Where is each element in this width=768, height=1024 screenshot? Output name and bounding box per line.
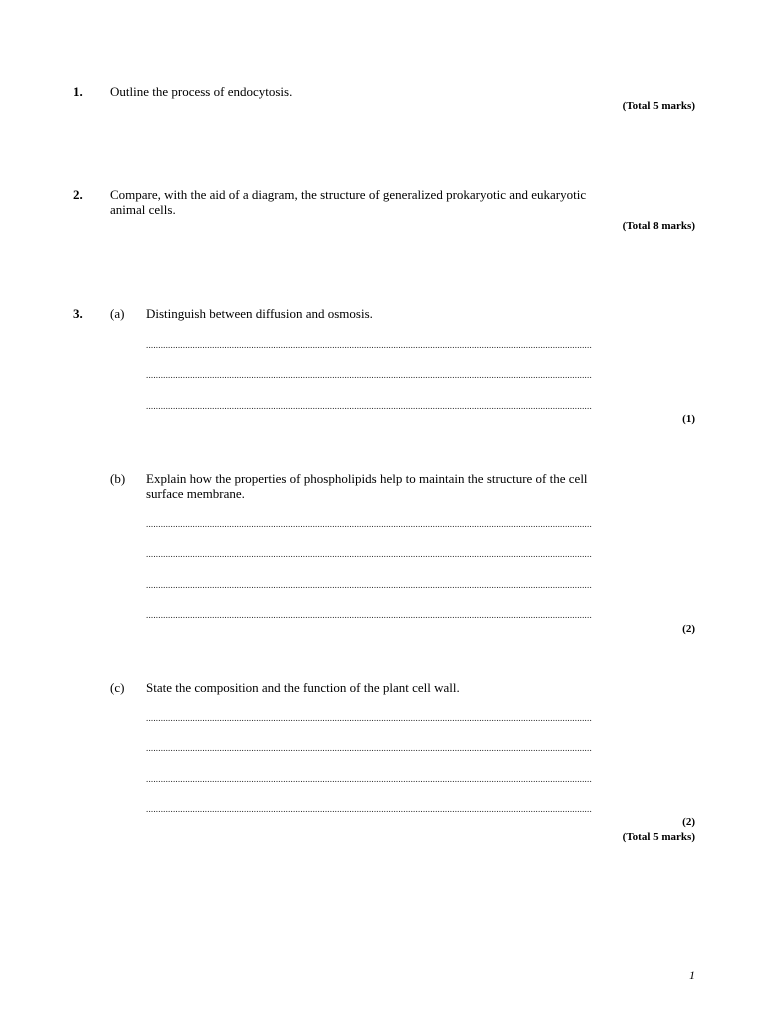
question-2-text-line-1: Compare, with the aid of a diagram, the structure of generalized prokaryotic and eukaryotic	[110, 187, 587, 202]
question-3c-label: (c)	[110, 680, 125, 695]
question-3c-text: State the composition and the function of the plant cell wall.	[146, 680, 460, 695]
question-3a-label: (a)	[110, 306, 125, 321]
question-2-number: 2.	[73, 187, 83, 202]
question-3b-label: (b)	[110, 471, 126, 486]
answer-line[interactable]: ......................................................................................................................................................................................	[146, 342, 592, 348]
question-1-total-marks: (Total 5 marks)	[622, 100, 695, 112]
question-3c-marks: (2)	[682, 816, 695, 828]
question-3b-text-line-2: surface membrane.	[146, 486, 245, 501]
question-3b-text-line-1: Explain how the properties of phospholipids help to maintain the structure of the cell	[146, 471, 588, 486]
question-2-total-marks: (Total 8 marks)	[622, 220, 695, 232]
question-3-total-marks: (Total 5 marks)	[622, 831, 695, 843]
answer-line[interactable]: ......................................................................................................................................................................................	[146, 612, 592, 618]
question-3a-marks: (1)	[682, 413, 695, 425]
answer-line[interactable]: ......................................................................................................................................................................................	[146, 372, 592, 378]
answer-line[interactable]: ......................................................................................................................................................................................	[146, 776, 592, 782]
answer-line[interactable]: ......................................................................................................................................................................................	[146, 551, 592, 557]
question-3a-text: Distinguish between diffusion and osmosis.	[146, 306, 373, 321]
answer-line[interactable]: ......................................................................................................................................................................................	[146, 521, 592, 527]
answer-line[interactable]: ......................................................................................................................................................................................	[146, 582, 592, 588]
answer-line[interactable]: ......................................................................................................................................................................................	[146, 745, 592, 751]
question-1-number: 1.	[73, 84, 83, 99]
page-number: 1	[689, 968, 695, 982]
answer-line[interactable]: ......................................................................................................................................................................................	[146, 403, 592, 409]
question-3-number: 3.	[73, 306, 83, 321]
question-2-text-line-2: animal cells.	[110, 202, 176, 217]
answer-line[interactable]: ......................................................................................................................................................................................	[146, 715, 592, 721]
question-3b-marks: (2)	[682, 623, 695, 635]
question-1-text: Outline the process of endocytosis.	[110, 84, 293, 99]
answer-line[interactable]: ......................................................................................................................................................................................	[146, 806, 592, 812]
